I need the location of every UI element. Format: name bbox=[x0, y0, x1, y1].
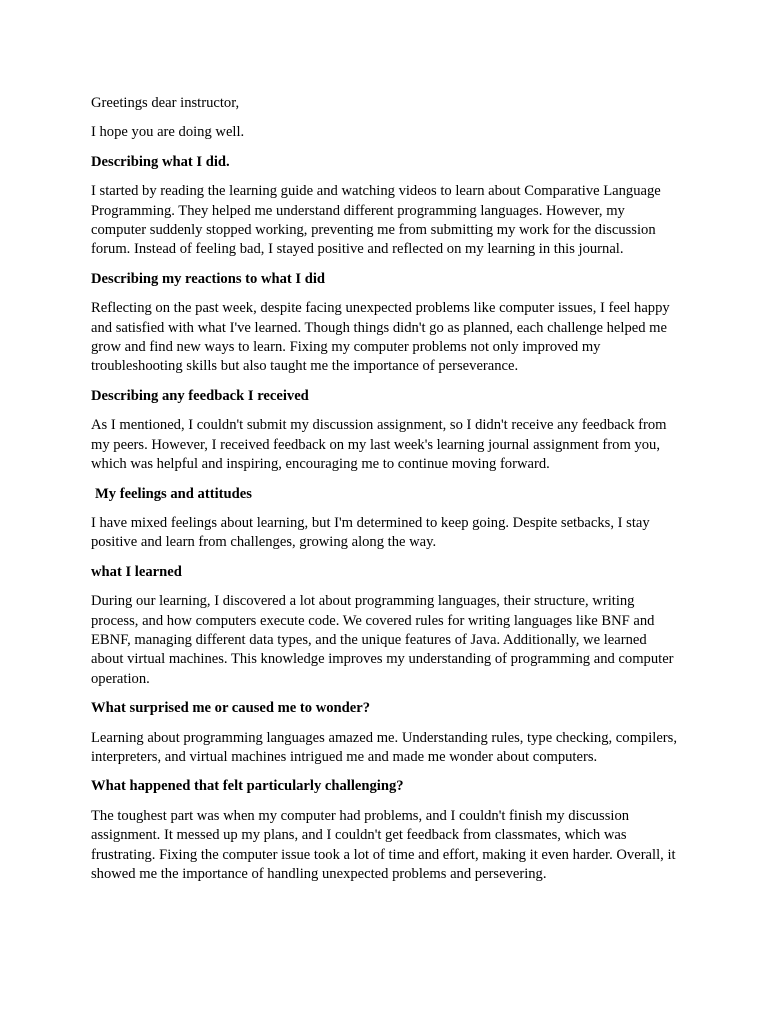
section-heading-feelings: My feelings and attitudes bbox=[95, 485, 252, 502]
section-body-surprised: Learning about programming languages amazed me. Understanding rules, type checking, compilers, interpreters, and virtual machines intrigued me and made me wonder about computers. bbox=[91, 729, 677, 765]
document-page bbox=[91, 94, 677, 894]
section-heading-surprised: What surprised me or caused me to wonder? bbox=[91, 700, 371, 717]
section-heading-what-i-did: Describing what I did. bbox=[91, 153, 230, 170]
greeting: Greetings dear instructor, bbox=[91, 95, 240, 111]
section-body-what-i-did: I started by reading the learning guide and watching videos to learn about Comparative Language Programming. They helped me understand different programming languages. However, my computer suddenly stopped working, preventing me from submitting my work for the discussion forum. Instead of feeling bad, I stayed positive and reflected on my learning in this journal. bbox=[91, 183, 661, 258]
section-heading-feedback: Describing any feedback I received bbox=[91, 387, 309, 404]
section-body-challenging: The toughest part was when my computer had problems, and I couldn't finish my discussion assignment. It messed up my plans, and I couldn't get feedback from classmates, which was frustrating. Fixing the computer issue took a lot of time and effort, making it even harder. Overall, it showed me the importance of handling unexpected problems and persevering. bbox=[91, 807, 676, 882]
section-heading-what-i-learned: what I learned bbox=[91, 563, 182, 580]
section-body-feelings: I have mixed feelings about learning, but I'm determined to keep going. Despite setbacks, I stay positive and learn from challenges, growing along the way. bbox=[91, 514, 650, 551]
section-body-what-i-learned: During our learning, I discovered a lot about programming languages, their structure, writing process, and how computers execute code. We covered rules for writing languages like BNF and EBNF, managing different data types, and the unique features of Java. Additionally, we learned about virtual machines. This knowledge improves my understanding of programming and computer operation. bbox=[91, 593, 674, 687]
opening-line: I hope you are doing well. bbox=[91, 124, 245, 141]
section-heading-challenging: What happened that felt particularly challenging? bbox=[91, 778, 404, 795]
section-heading-reactions: Describing my reactions to what I did bbox=[91, 270, 326, 287]
section-body-reactions: Reflecting on the past week, despite facing unexpected problems like computer issues, I feel happy and satisfied with what I've learned. Though things didn't go as planned, each challenge helped me grow and find new ways to learn. Fixing my computer problems not only improved my troubleshooting skills but also taught me the importance of perseverance. bbox=[91, 300, 670, 375]
section-body-feedback: As I mentioned, I couldn't submit my discussion assignment, so I didn't receive any feedback from my peers. However, I received feedback on my last week's learning journal assignment from you, which was helpful and inspiring, encouraging me to continue moving forward. bbox=[91, 417, 667, 473]
